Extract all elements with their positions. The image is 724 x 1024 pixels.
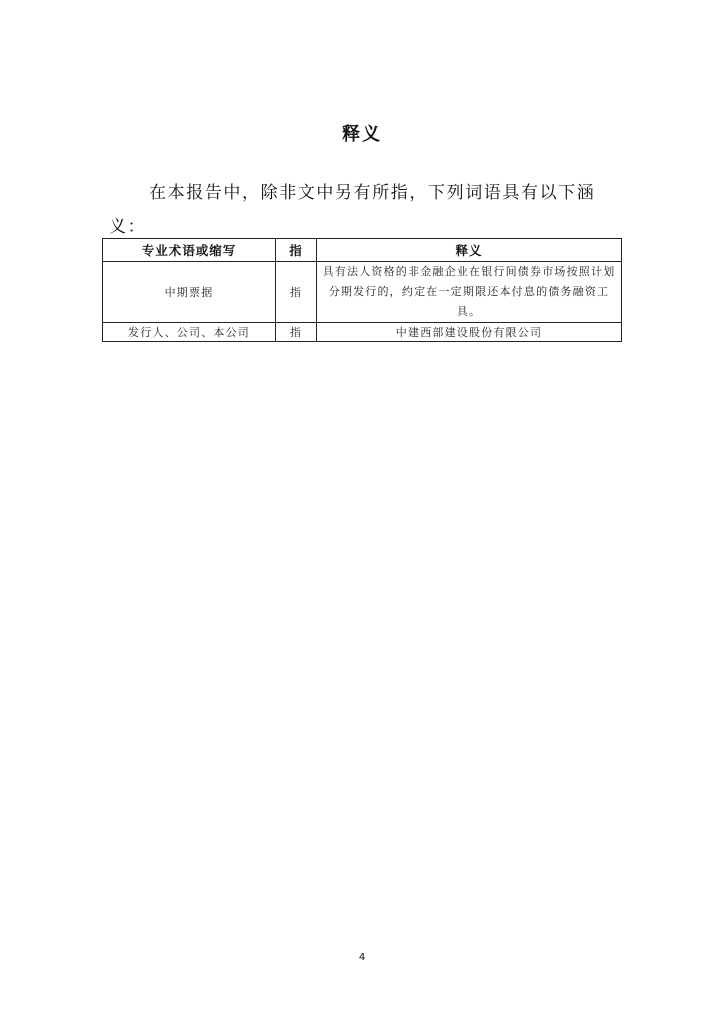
header-definition: 释义 <box>317 239 622 262</box>
ref-cell: 指 <box>276 323 317 342</box>
table-row <box>103 323 622 342</box>
term-cell: 发行人、公司、本公司 <box>103 323 276 342</box>
definition-cell: 中建西部建设股份有限公司 <box>317 323 622 342</box>
header-ref: 指 <box>276 239 317 262</box>
ref-cell: 指 <box>276 262 317 323</box>
definition-cell: 具有法人资格的非金融企业在银行间债券市场按照计划分期发行的，约定在一定期限还本付息的债务融资工具。 <box>317 262 622 323</box>
term-cell: 中期票据 <box>103 262 276 323</box>
table-header-row <box>103 239 622 262</box>
table-row <box>103 262 622 323</box>
page-title: 释义 <box>342 124 382 145</box>
definitions-table <box>102 238 622 342</box>
intro-paragraph: 在本报告中，除非文中另有所指，下列词语具有以下涵义： <box>109 183 596 237</box>
page-number: 4 <box>358 952 366 963</box>
header-term: 专业术语或缩写 <box>103 239 276 262</box>
